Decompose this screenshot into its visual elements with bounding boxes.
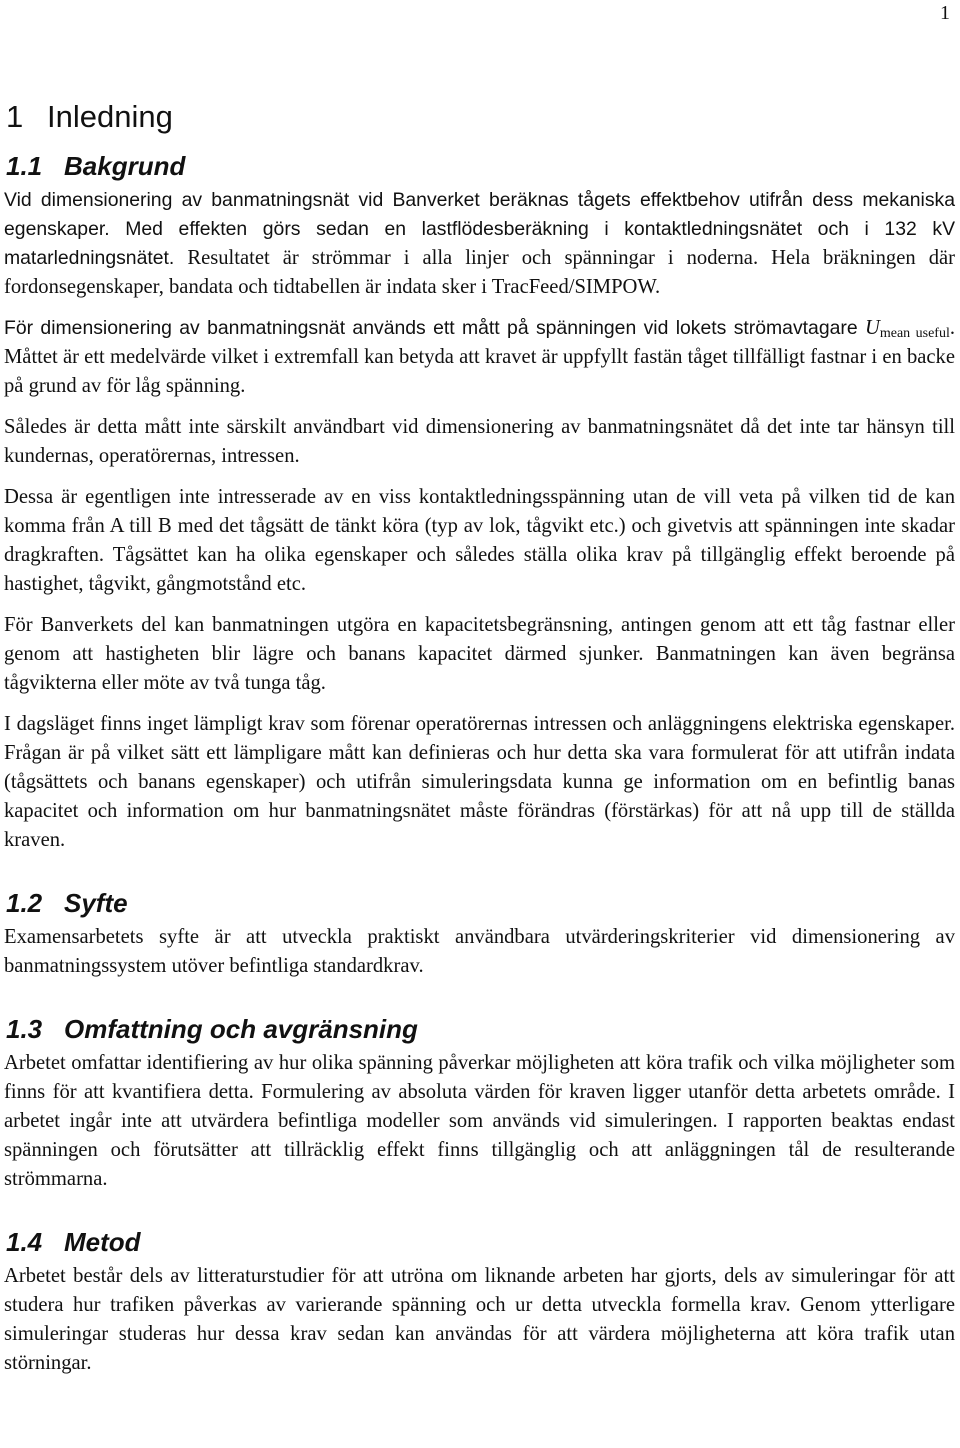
section-heading-metod: [6, 1226, 955, 1258]
paragraph-text: Resultatet är strömmar i alla linjer och spänningar i noderna. Hela bräkningen där fordonsegenskaper, bandata och tidtabellen är indata sker i TracFeed/SIMPOW.: [4, 247, 955, 298]
paragraph-text: . Måttet är ett medelvärde vilket i extremfall kan betyda att kravet är uppfyllt fastän tåget tillfälligt fastnar i en backe på grund av för låg spänning.: [4, 317, 956, 397]
paragraph: [4, 186, 955, 302]
section-number: 1.3: [6, 1014, 43, 1044]
paragraph: Examensarbetets syfte är att utveckla praktiskt användbara utvärderingskriterier vid dimensionering av banmatningssystem utöver befintliga standardkrav.: [4, 926, 955, 977]
variable-subscript: mean useful: [879, 326, 950, 341]
chapter-title: Inledning: [47, 99, 173, 134]
section-number: 1.4: [6, 1227, 43, 1257]
section-heading-bakgrund: [6, 150, 955, 182]
paragraph: [4, 314, 955, 401]
section-title: Omfattning och avgränsning: [64, 1014, 418, 1044]
section-title: Syfte: [64, 888, 128, 918]
paragraph: Dessa är egentligen inte intresserade av en viss kontaktledningsspänning utan de vill veta på vilken tid de kan komma från A till B med det tågsätt de tänkt köra (typ av lok, tågvikt etc.) och givetvis att spänningen inte skadar dragkraften. Tågsättet kan ha olika egenskaper och således ställa olika krav på tillgänglig effekt beroende på hastighet, tågvikt, gångmotstånd etc.: [4, 486, 955, 595]
paragraph: Arbetet består dels av litteraturstudier för att utröna om liknande arbeten har gjorts, dels av simuleringar för att studera hur trafiken påverkas av varierande spänning och ur detta utveckla formella krav. Genom ytterligare simuleringar studeras hur dessa krav sedan kan användas för att värdera möjligheterna att köra trafik utan störningar.: [4, 1265, 955, 1374]
paragraph: Arbetet omfattar identifiering av hur olika spänning påverkar möjligheten att köra trafik och vilka möjligheter som finns för att kvantifiera detta. Formulering av absoluta värden för kraven ligger utanför detta arbetets område. I arbetet ingår inte att utvärdera befintliga modeller som används vid simuleringen. I rapporten beaktas endast spänningen och förutsätter att tillräcklig effekt finns tillgänglig och att anläggningen tål de resulterande strömmarna.: [4, 1052, 955, 1190]
section-title: Metod: [64, 1227, 141, 1257]
section-title: Bakgrund: [64, 151, 186, 181]
page-number: 1: [940, 2, 950, 24]
chapter-heading: [6, 98, 955, 136]
variable-u: U: [864, 317, 880, 339]
paragraph: I dagsläget finns inget lämpligt krav som förenar operatörernas intressen och anläggningens elektriska egenskaper. Frågan är på vilket sätt ett lämpligare mått kan definieras och hur detta ska vara formulerat för att utifrån indata (tågsättets och banans egenskaper) och utifrån simuleringsdata kunna ge information om en befintlig banas kapacitet och information om hur banmatningsnätet måste förändras (förstärkas) för att nå upp till de ställda kraven.: [4, 713, 955, 851]
paragraph-text-sans: För dimensionering av banmatningsnät används ett mått på spänningen vid lokets strömavtagare: [4, 317, 865, 339]
section-heading-syfte: [6, 887, 955, 919]
chapter-number: 1: [6, 99, 24, 134]
paragraph: Således är detta mått inte särskilt användbart vid dimensionering av banmatningsnätet då det inte tar hänsyn till kundernas, operatörernas, intressen.: [4, 416, 955, 467]
section-number: 1.1: [6, 151, 43, 181]
section-heading-omfattning: [6, 1013, 955, 1045]
document-body: [4, 0, 955, 1390]
paragraph-text-sans: Vid dimensionering av banmatningsnät vid Banverket beräknas tågets effektbehov utifrån dess mekaniska egenskaper. Med effekten görs sedan en lastflödesberäkning i kontaktledningsnätet och i 132 kV matarledningsnätet.: [4, 189, 955, 269]
section-number: 1.2: [6, 888, 43, 918]
paragraph: För Banverkets del kan banmatningen utgöra en kapacitetsbegränsning, antingen genom att ett tåg fastnar eller genom att hastigheten blir lägre och banans kapacitet därmed sjunker. Banmatningen kan även begränsa tågvikterna eller möte av två tunga tåg.: [4, 614, 955, 694]
